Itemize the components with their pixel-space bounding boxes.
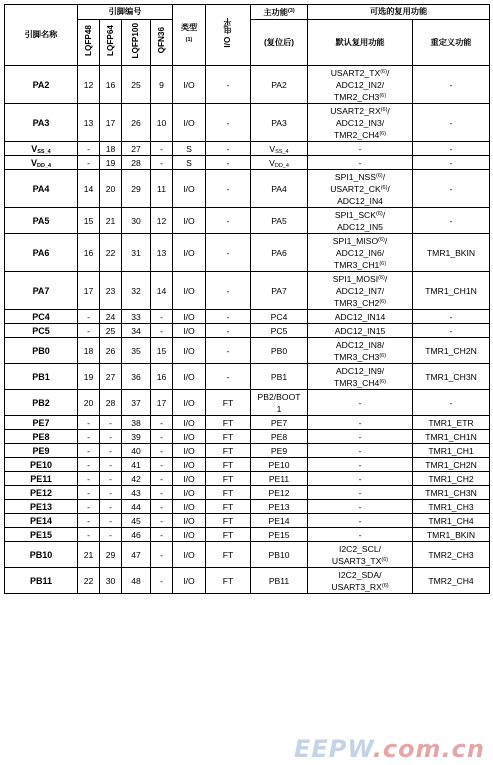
- qfn36-cell: 11: [151, 170, 173, 208]
- qfn36-cell: 17: [151, 390, 173, 416]
- type-cell: I/O: [173, 500, 206, 514]
- type-cell: I/O: [173, 310, 206, 324]
- lqfp64-cell: 23: [100, 272, 122, 310]
- type-cell: I/O: [173, 234, 206, 272]
- remap-function-cell: -: [413, 142, 490, 156]
- lqfp64-cell: 29: [100, 542, 122, 568]
- io-level-cell: FT: [206, 514, 251, 528]
- remap-function-cell: TMR1_CH4: [413, 514, 490, 528]
- table-row: [5, 416, 490, 430]
- table-row: [5, 542, 490, 568]
- lqfp64-cell: -: [100, 416, 122, 430]
- io-level-cell: -: [206, 310, 251, 324]
- lqfp64-cell: -: [100, 472, 122, 486]
- pin-name-cell: PA4: [5, 170, 78, 208]
- lqfp48-cell: -: [78, 514, 100, 528]
- eepw-watermark: EEPW.com.cn: [293, 735, 485, 763]
- pin-name-cell: PC5: [5, 324, 78, 338]
- qfn36-cell: 13: [151, 234, 173, 272]
- header-pin-name: 引脚名称: [5, 5, 78, 66]
- table-row: [5, 444, 490, 458]
- remap-function-cell: TMR1_BKIN: [413, 234, 490, 272]
- lqfp64-cell: 20: [100, 170, 122, 208]
- table-row: [5, 528, 490, 542]
- pin-name-cell: PE13: [5, 500, 78, 514]
- type-cell: I/O: [173, 104, 206, 142]
- type-cell: I/O: [173, 458, 206, 472]
- type-cell: I/O: [173, 528, 206, 542]
- table-row: [5, 430, 490, 444]
- table-row: [5, 364, 490, 390]
- pin-name-cell: PE14: [5, 514, 78, 528]
- main-function-cell: PE10: [251, 458, 308, 472]
- remap-function-cell: TMR1_CH2N: [413, 458, 490, 472]
- lqfp48-cell: -: [78, 324, 100, 338]
- default-alt-function-cell: -: [308, 514, 413, 528]
- table-row: [5, 568, 490, 594]
- qfn36-cell: -: [151, 444, 173, 458]
- io-level-cell: -: [206, 104, 251, 142]
- remap-function-cell: TMR2_CH4: [413, 568, 490, 594]
- main-function-cell: PA3: [251, 104, 308, 142]
- io-level-cell: -: [206, 338, 251, 364]
- default-alt-function-cell: -: [308, 486, 413, 500]
- type-cell: I/O: [173, 170, 206, 208]
- qfn36-cell: 9: [151, 66, 173, 104]
- io-level-cell: -: [206, 208, 251, 234]
- table-row: [5, 458, 490, 472]
- default-alt-function-cell: I2C2_SDA/ USART3_RX$^{(6)}$: [308, 568, 413, 594]
- remap-function-cell: TMR1_CH3N: [413, 364, 490, 390]
- remap-function-cell: TMR1_CH2: [413, 472, 490, 486]
- default-alt-function-cell: -: [308, 142, 413, 156]
- default-alt-function-cell: USART2_RX$^{(6)}$/ ADC12_IN3/ TMR2_CH4$^{(6)}$: [308, 104, 413, 142]
- pin-name-cell: PE10: [5, 458, 78, 472]
- type-cell: S: [173, 142, 206, 156]
- remap-function-cell: -: [413, 324, 490, 338]
- qfn36-cell: -: [151, 486, 173, 500]
- main-function-cell: PE14: [251, 514, 308, 528]
- type-cell: I/O: [173, 324, 206, 338]
- lqfp100-cell: 32: [122, 272, 151, 310]
- lqfp48-cell: -: [78, 142, 100, 156]
- lqfp64-cell: -: [100, 458, 122, 472]
- lqfp64-cell: -: [100, 500, 122, 514]
- lqfp100-cell: 28: [122, 156, 151, 170]
- header-main-function: 主功能$^{(3)}$: [251, 5, 308, 20]
- qfn36-cell: -: [151, 156, 173, 170]
- type-cell: I/O: [173, 430, 206, 444]
- main-function-cell: PA5: [251, 208, 308, 234]
- io-level-cell: FT: [206, 568, 251, 594]
- default-alt-function-cell: -: [308, 416, 413, 430]
- remap-function-cell: -: [413, 310, 490, 324]
- main-function-cell: PB10: [251, 542, 308, 568]
- header-lqfp100: LQFP100: [122, 20, 151, 66]
- qfn36-cell: -: [151, 542, 173, 568]
- lqfp48-cell: -: [78, 310, 100, 324]
- main-function-cell: PA6: [251, 234, 308, 272]
- lqfp100-cell: 40: [122, 444, 151, 458]
- lqfp64-cell: 21: [100, 208, 122, 234]
- io-level-cell: -: [206, 364, 251, 390]
- default-alt-function-cell: -: [308, 444, 413, 458]
- lqfp100-cell: 48: [122, 568, 151, 594]
- lqfp48-cell: 18: [78, 338, 100, 364]
- io-level-cell: FT: [206, 458, 251, 472]
- lqfp100-cell: 29: [122, 170, 151, 208]
- remap-function-cell: TMR1_CH1N: [413, 430, 490, 444]
- pin-name-cell: PE11: [5, 472, 78, 486]
- remap-function-cell: TMR1_ETR: [413, 416, 490, 430]
- lqfp48-cell: 15: [78, 208, 100, 234]
- default-alt-function-cell: ADC12_IN15: [308, 324, 413, 338]
- lqfp100-cell: 33: [122, 310, 151, 324]
- qfn36-cell: -: [151, 310, 173, 324]
- table-row: [5, 142, 490, 156]
- pin-name-cell: PA2: [5, 66, 78, 104]
- remap-function-cell: -: [413, 66, 490, 104]
- qfn36-cell: -: [151, 430, 173, 444]
- remap-function-cell: -: [413, 104, 490, 142]
- qfn36-cell: 10: [151, 104, 173, 142]
- main-function-cell: PB1: [251, 364, 308, 390]
- header-default-alt: 默认复用功能: [308, 20, 413, 66]
- default-alt-function-cell: USART2_TX$^{(6)}$/ ADC12_IN2/ TMR2_CH3$^{(6)}$: [308, 66, 413, 104]
- type-cell: I/O: [173, 390, 206, 416]
- qfn36-cell: -: [151, 142, 173, 156]
- pin-name-cell: PE8: [5, 430, 78, 444]
- default-alt-function-cell: -: [308, 430, 413, 444]
- main-function-cell: PC4: [251, 310, 308, 324]
- remap-function-cell: TMR1_CH1N: [413, 272, 490, 310]
- type-cell: I/O: [173, 514, 206, 528]
- lqfp64-cell: 18: [100, 142, 122, 156]
- main-function-cell: $V_{DD\_4}$: [251, 156, 308, 170]
- io-level-cell: -: [206, 170, 251, 208]
- pin-name-cell: PB10: [5, 542, 78, 568]
- remap-function-cell: -: [413, 156, 490, 170]
- lqfp100-cell: 45: [122, 514, 151, 528]
- lqfp100-cell: 43: [122, 486, 151, 500]
- table-row: [5, 472, 490, 486]
- lqfp100-cell: 25: [122, 66, 151, 104]
- qfn36-cell: -: [151, 416, 173, 430]
- qfn36-cell: 15: [151, 338, 173, 364]
- remap-function-cell: -: [413, 208, 490, 234]
- lqfp64-cell: 27: [100, 364, 122, 390]
- lqfp100-cell: 35: [122, 338, 151, 364]
- io-level-cell: -: [206, 272, 251, 310]
- lqfp48-cell: -: [78, 528, 100, 542]
- lqfp48-cell: -: [78, 156, 100, 170]
- main-function-cell: PA2: [251, 66, 308, 104]
- header-alt-function: 可选的复用功能: [308, 5, 490, 20]
- lqfp48-cell: 13: [78, 104, 100, 142]
- header-remap: 重定义功能: [413, 20, 490, 66]
- io-level-cell: FT: [206, 390, 251, 416]
- lqfp48-cell: 14: [78, 170, 100, 208]
- pin-name-cell: PB2: [5, 390, 78, 416]
- table-row: [5, 66, 490, 104]
- lqfp48-cell: 16: [78, 234, 100, 272]
- default-alt-function-cell: -: [308, 472, 413, 486]
- remap-function-cell: -: [413, 170, 490, 208]
- lqfp48-cell: -: [78, 500, 100, 514]
- lqfp48-cell: 22: [78, 568, 100, 594]
- type-cell: I/O: [173, 472, 206, 486]
- io-level-cell: FT: [206, 486, 251, 500]
- type-cell: I/O: [173, 416, 206, 430]
- default-alt-function-cell: ADC12_IN8/ TMR3_CH3$^{(6)}$: [308, 338, 413, 364]
- lqfp100-cell: 27: [122, 142, 151, 156]
- main-function-cell: PE13: [251, 500, 308, 514]
- lqfp100-cell: 36: [122, 364, 151, 390]
- main-function-cell: PE12: [251, 486, 308, 500]
- type-cell: I/O: [173, 338, 206, 364]
- header-main-function-reset: (复位后): [251, 20, 308, 66]
- lqfp100-cell: 46: [122, 528, 151, 542]
- qfn36-cell: -: [151, 528, 173, 542]
- lqfp48-cell: -: [78, 430, 100, 444]
- header-io-level: I/O 电平: [206, 5, 251, 66]
- table-row: [5, 310, 490, 324]
- table-row: [5, 338, 490, 364]
- lqfp64-cell: 25: [100, 324, 122, 338]
- lqfp100-cell: 38: [122, 416, 151, 430]
- header-type: 类型 $^{(1)}$: [173, 5, 206, 66]
- io-level-cell: -: [206, 156, 251, 170]
- default-alt-function-cell: -: [308, 156, 413, 170]
- lqfp100-cell: 47: [122, 542, 151, 568]
- lqfp48-cell: 21: [78, 542, 100, 568]
- pin-name-cell: PA3: [5, 104, 78, 142]
- table-row: [5, 234, 490, 272]
- lqfp48-cell: -: [78, 472, 100, 486]
- lqfp48-cell: 12: [78, 66, 100, 104]
- qfn36-cell: 12: [151, 208, 173, 234]
- lqfp48-cell: 17: [78, 272, 100, 310]
- pin-name-cell: $V_{SS\_4}$: [5, 142, 78, 156]
- type-cell: I/O: [173, 486, 206, 500]
- type-cell: I/O: [173, 66, 206, 104]
- table-row: [5, 156, 490, 170]
- pin-name-cell: PB1: [5, 364, 78, 390]
- remap-function-cell: TMR1_CH3: [413, 500, 490, 514]
- lqfp48-cell: -: [78, 486, 100, 500]
- main-function-cell: PA7: [251, 272, 308, 310]
- io-level-cell: FT: [206, 542, 251, 568]
- main-function-cell: PE15: [251, 528, 308, 542]
- type-cell: I/O: [173, 568, 206, 594]
- remap-function-cell: TMR1_CH1: [413, 444, 490, 458]
- table-row: [5, 500, 490, 514]
- io-level-cell: FT: [206, 472, 251, 486]
- pin-name-cell: PA5: [5, 208, 78, 234]
- table-row: [5, 324, 490, 338]
- lqfp48-cell: 20: [78, 390, 100, 416]
- main-function-cell: PE7: [251, 416, 308, 430]
- default-alt-function-cell: ADC12_IN14: [308, 310, 413, 324]
- pin-name-cell: $V_{DD\_4}$: [5, 156, 78, 170]
- qfn36-cell: -: [151, 500, 173, 514]
- lqfp64-cell: -: [100, 514, 122, 528]
- io-level-cell: -: [206, 324, 251, 338]
- table-row: [5, 390, 490, 416]
- type-cell: I/O: [173, 444, 206, 458]
- pin-name-cell: PA7: [5, 272, 78, 310]
- remap-function-cell: TMR1_CH2N: [413, 338, 490, 364]
- main-function-cell: PC5: [251, 324, 308, 338]
- lqfp48-cell: -: [78, 444, 100, 458]
- lqfp64-cell: 26: [100, 338, 122, 364]
- remap-function-cell: TMR1_BKIN: [413, 528, 490, 542]
- header-lqfp64: LQFP64: [100, 20, 122, 66]
- pin-name-cell: PE9: [5, 444, 78, 458]
- main-function-cell: PA4: [251, 170, 308, 208]
- default-alt-function-cell: -: [308, 528, 413, 542]
- table-row: [5, 486, 490, 500]
- remap-function-cell: TMR1_CH3N: [413, 486, 490, 500]
- io-level-cell: FT: [206, 430, 251, 444]
- remap-function-cell: -: [413, 390, 490, 416]
- pin-name-cell: PB11: [5, 568, 78, 594]
- lqfp64-cell: 24: [100, 310, 122, 324]
- remap-function-cell: TMR2_CH3: [413, 542, 490, 568]
- lqfp64-cell: 17: [100, 104, 122, 142]
- main-function-cell: PE8: [251, 430, 308, 444]
- type-cell: S: [173, 156, 206, 170]
- type-cell: I/O: [173, 364, 206, 390]
- lqfp48-cell: -: [78, 416, 100, 430]
- pin-definition-table: [4, 4, 490, 594]
- type-cell: I/O: [173, 208, 206, 234]
- default-alt-function-cell: SPI1_MOSI$^{(6)}$/ ADC12_IN7/ TMR3_CH2$^{(6)}$: [308, 272, 413, 310]
- io-level-cell: -: [206, 142, 251, 156]
- table-row: [5, 104, 490, 142]
- qfn36-cell: 16: [151, 364, 173, 390]
- main-function-cell: PE9: [251, 444, 308, 458]
- table-row: [5, 208, 490, 234]
- pin-name-cell: PA6: [5, 234, 78, 272]
- qfn36-cell: -: [151, 568, 173, 594]
- lqfp100-cell: 30: [122, 208, 151, 234]
- type-cell: I/O: [173, 542, 206, 568]
- pin-name-cell: PE15: [5, 528, 78, 542]
- lqfp100-cell: 31: [122, 234, 151, 272]
- lqfp100-cell: 39: [122, 430, 151, 444]
- pin-name-cell: PB0: [5, 338, 78, 364]
- default-alt-function-cell: I2C2_SCL/ USART3_TX$^{(6)}$: [308, 542, 413, 568]
- main-function-cell: PB2/BOOT 1: [251, 390, 308, 416]
- default-alt-function-cell: SPI1_SCK$^{(6)}$/ ADC12_IN5: [308, 208, 413, 234]
- header-lqfp48: LQFP48: [78, 20, 100, 66]
- table-row: [5, 514, 490, 528]
- main-function-cell: $V_{SS\_4}$: [251, 142, 308, 156]
- lqfp100-cell: 41: [122, 458, 151, 472]
- lqfp64-cell: 28: [100, 390, 122, 416]
- lqfp48-cell: -: [78, 458, 100, 472]
- default-alt-function-cell: ADC12_IN9/ TMR3_CH4$^{(6)}$: [308, 364, 413, 390]
- default-alt-function-cell: SPI1_MISO$^{(6)}$/ ADC12_IN6/ TMR3_CH1$^{(6)}$: [308, 234, 413, 272]
- lqfp100-cell: 26: [122, 104, 151, 142]
- header-pin-number: 引脚编号: [78, 5, 173, 20]
- lqfp64-cell: -: [100, 444, 122, 458]
- io-level-cell: FT: [206, 528, 251, 542]
- lqfp100-cell: 42: [122, 472, 151, 486]
- qfn36-cell: -: [151, 514, 173, 528]
- qfn36-cell: 14: [151, 272, 173, 310]
- default-alt-function-cell: SPI1_NSS$^{(6)}$/ USART2_CK$^{(6)}$/ ADC12_IN4: [308, 170, 413, 208]
- pin-name-cell: PE7: [5, 416, 78, 430]
- lqfp100-cell: 34: [122, 324, 151, 338]
- io-level-cell: FT: [206, 416, 251, 430]
- lqfp64-cell: 30: [100, 568, 122, 594]
- io-level-cell: -: [206, 66, 251, 104]
- lqfp64-cell: -: [100, 486, 122, 500]
- lqfp64-cell: -: [100, 528, 122, 542]
- default-alt-function-cell: -: [308, 500, 413, 514]
- lqfp64-cell: 16: [100, 66, 122, 104]
- header-qfn36: QFN36: [151, 20, 173, 66]
- qfn36-cell: -: [151, 324, 173, 338]
- table-row: [5, 272, 490, 310]
- main-function-cell: PB11: [251, 568, 308, 594]
- main-function-cell: PE11: [251, 472, 308, 486]
- lqfp48-cell: 19: [78, 364, 100, 390]
- lqfp64-cell: -: [100, 430, 122, 444]
- io-level-cell: FT: [206, 444, 251, 458]
- io-level-cell: -: [206, 234, 251, 272]
- lqfp100-cell: 44: [122, 500, 151, 514]
- qfn36-cell: -: [151, 472, 173, 486]
- io-level-cell: FT: [206, 500, 251, 514]
- lqfp64-cell: 19: [100, 156, 122, 170]
- table-row: [5, 170, 490, 208]
- default-alt-function-cell: -: [308, 390, 413, 416]
- lqfp100-cell: 37: [122, 390, 151, 416]
- lqfp64-cell: 22: [100, 234, 122, 272]
- pin-name-cell: PC4: [5, 310, 78, 324]
- type-cell: I/O: [173, 272, 206, 310]
- main-function-cell: PB0: [251, 338, 308, 364]
- default-alt-function-cell: -: [308, 458, 413, 472]
- qfn36-cell: -: [151, 458, 173, 472]
- pin-name-cell: PE12: [5, 486, 78, 500]
